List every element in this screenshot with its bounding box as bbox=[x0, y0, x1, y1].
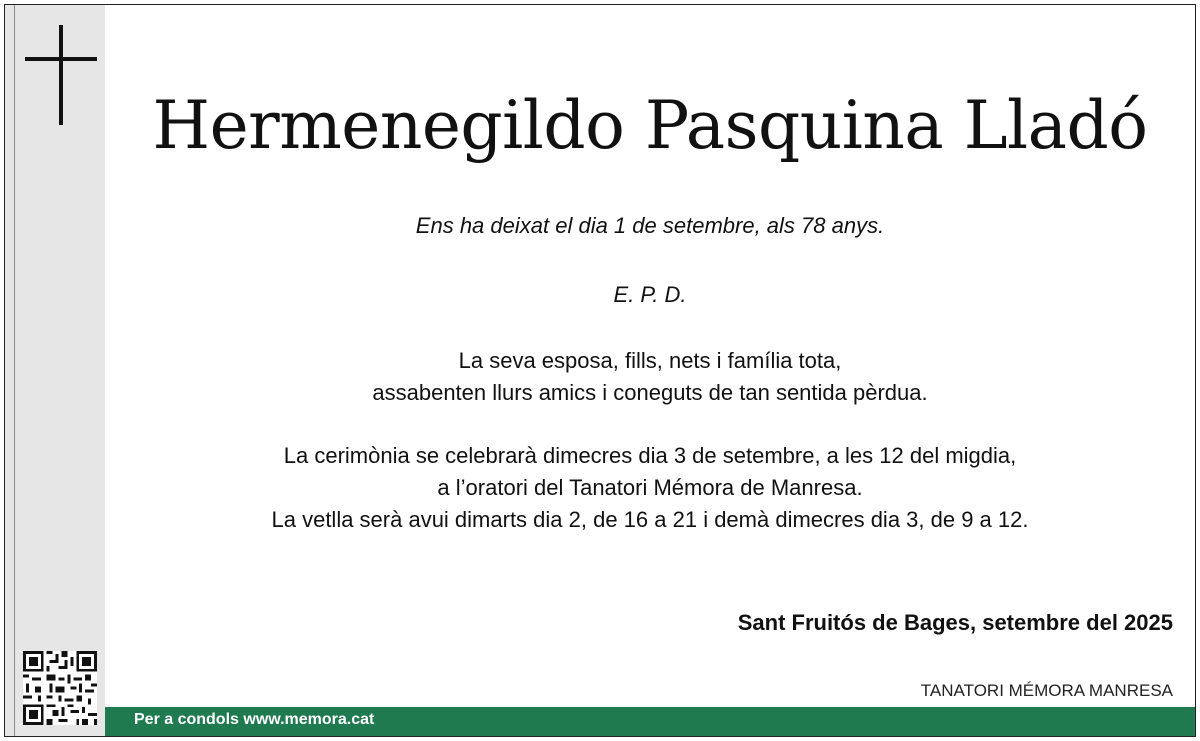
footer-bar bbox=[105, 707, 1195, 736]
death-announcement bbox=[105, 210, 1195, 242]
left-sidebar bbox=[5, 5, 105, 736]
qr-code-icon[interactable] bbox=[23, 651, 97, 725]
place-date: Sant Fruitós de Bages, setembre del 2025 bbox=[737, 610, 1173, 635]
epd-line: E. P. D. bbox=[613, 282, 687, 307]
death-line: Ens ha deixat el dia 1 de setembre, als 78 anys. bbox=[415, 213, 885, 238]
ceremony-line: La vetlla serà avui dimarts dia 2, de 16 a 21 i demà dimecres dia 3, de 9 a 12. bbox=[271, 507, 1029, 532]
family-line: La seva esposa, fills, nets i família tota, bbox=[458, 348, 842, 373]
family-line: assabenten llurs amics i coneguts de tan sentida pèrdua. bbox=[372, 380, 928, 405]
obituary-card bbox=[4, 4, 1196, 737]
funeral-home-name: TANATORI MÉMORA MANRESA bbox=[920, 681, 1173, 700]
ceremony-line: La cerimònia se celebrarà dimecres dia 3 de setembre, a les 12 del migdia, bbox=[283, 443, 1017, 468]
ceremony-details bbox=[105, 440, 1195, 536]
condolence-link[interactable]: Per a condols www.memora.cat bbox=[134, 711, 375, 728]
cross-icon bbox=[25, 25, 97, 125]
deceased-name: Hermenegildo Pasquina Lladó bbox=[152, 87, 1148, 164]
ceremony-line: a l’oratori del Tanatori Mémora de Manresa. bbox=[437, 475, 863, 500]
family-message bbox=[105, 345, 1195, 409]
sidebar-divider bbox=[14, 5, 15, 736]
epd-text bbox=[105, 279, 1195, 311]
